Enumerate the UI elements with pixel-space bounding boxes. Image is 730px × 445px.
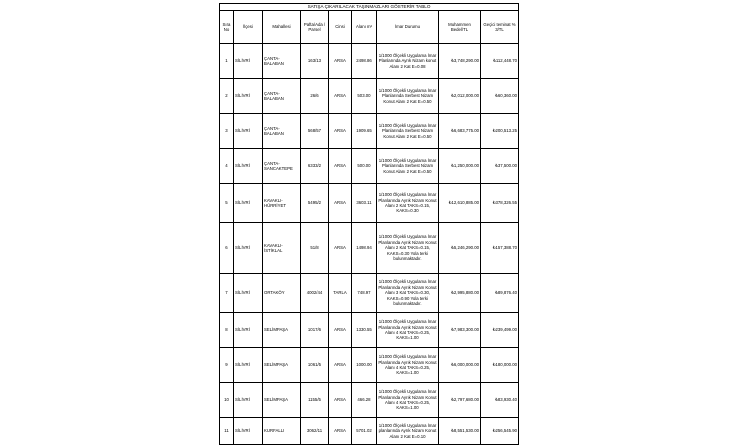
header-muhammen-bedel: Muhammen Bedel/TL (439, 11, 481, 44)
row-number: 10 (220, 383, 234, 418)
row-number: 1 (220, 44, 234, 79)
type-cell: ARSA (329, 79, 352, 114)
type-cell: ARSA (329, 44, 352, 79)
district-cell: SİLİVRİ (234, 274, 263, 313)
area-cell: 466.28 (352, 383, 377, 418)
district-cell: SİLİVRİ (234, 313, 263, 348)
estimated-value-cell: ₺6,000,000.00 (439, 348, 481, 383)
type-cell: TARLA (329, 274, 352, 313)
table-row (220, 79, 519, 114)
table-row (220, 114, 519, 149)
zoning-cell: 1/1000 Ölçekli Uygulama İmar Planlarında Serbest Nizam Konut Alanı 2 Kat E=0.50 (377, 149, 439, 184)
neighborhood-cell: SELİMPAŞA (263, 383, 301, 418)
parcel-cell: 3062/11 (301, 418, 329, 445)
row-number: 4 (220, 149, 234, 184)
estimated-value-cell: ₺2,797,680.00 (439, 383, 481, 418)
neighborhood-cell: KURFALLI (263, 418, 301, 445)
district-cell: SİLİVRİ (234, 418, 263, 445)
deposit-cell: ₺180,000.00 (481, 348, 519, 383)
table-title: SATIŞA ÇIKARILACAK TAŞINMAZLARI GÖSTERİR TABLO (220, 4, 519, 11)
table-row (220, 44, 519, 79)
district-cell: SİLİVRİ (234, 149, 263, 184)
zoning-cell: 1/1000 Ölçekli Uygulama İmar Planlarında Ayrık Nizam Konut Alanı 4 Kat TAKS=0.25, KAKS=1.00 (377, 383, 439, 418)
table-row (220, 418, 519, 445)
estimated-value-cell: ₺7,983,300.00 (439, 313, 481, 348)
row-number: 5 (220, 184, 234, 223)
table-row (220, 348, 519, 383)
area-cell: 1909.65 (352, 114, 377, 149)
estimated-value-cell: ₺2,995,880.00 (439, 274, 481, 313)
estimated-value-cell: ₺2,012,000.00 (439, 79, 481, 114)
type-cell: ARSA (329, 348, 352, 383)
header-ilcesi: İlçesi (234, 11, 263, 44)
deposit-cell: ₺89,876.40 (481, 274, 519, 313)
zoning-cell: 1/1000 Ölçekli Uygulama İmar Planlarında Ayrık Nizam Konut Alanı 4 Kat TAKS=0.25, KAKS=1.00 (377, 348, 439, 383)
district-cell: SİLİVRİ (234, 79, 263, 114)
zoning-cell: 1/1000 Ölçekli Uygulama İmar Planlarında Ayrık Nizam Konut Alanı 2 Kat TAKS=0.15, KAKS=0.30 Yola terki bulunmaktadır. (377, 223, 439, 274)
zoning-cell: 1/1000 Ölçekli Uygulama İmar Planlarında Serbest Nizam Konut Alanı 2 Kat E=0.50 (377, 79, 439, 114)
parcel-cell: 1017/6 (301, 313, 329, 348)
type-cell: ARSA (329, 149, 352, 184)
neighborhood-cell: ÇANTA-BALABAN (263, 44, 301, 79)
deposit-cell: ₺200,513.25 (481, 114, 519, 149)
table-row (220, 313, 519, 348)
header-alani: Alanı m² (352, 11, 377, 44)
row-number: 8 (220, 313, 234, 348)
zoning-cell: 1/1000 Ölçekli Uygulama İmar Planlarında Ayrık Nizam Konut Alanı 4 Kat TAKS=0.25, KAKS=1.00 (377, 313, 439, 348)
table-row (220, 383, 519, 418)
area-cell: 1330.55 (352, 313, 377, 348)
row-number: 2 (220, 79, 234, 114)
neighborhood-cell: ÇANTA-BALABAN (263, 114, 301, 149)
deposit-cell: ₺37,500.00 (481, 149, 519, 184)
zoning-cell: 1/1000 Ölçekli Uygulama İmar Planlarında Ayrık Nizam Konut Alanı 2 Kat TAKS=0.15, KAKS=0.30 (377, 184, 439, 223)
row-number: 11 (220, 418, 234, 445)
row-number: 6 (220, 223, 234, 274)
deposit-cell: ₺378,326.55 (481, 184, 519, 223)
type-cell: ARSA (329, 383, 352, 418)
estimated-value-cell: ₺1,250,000.00 (439, 149, 481, 184)
neighborhood-cell: ORTAKÖY (263, 274, 301, 313)
type-cell: ARSA (329, 184, 352, 223)
parcel-cell: 51/8 (301, 223, 329, 274)
area-cell: 2498.86 (352, 44, 377, 79)
area-cell: 500.00 (352, 149, 377, 184)
table-row (220, 184, 519, 223)
parcel-cell: 568/57 (301, 114, 329, 149)
neighborhood-cell: ÇANTA-SANCAKTEPE (263, 149, 301, 184)
deposit-cell: ₺256,545.90 (481, 418, 519, 445)
zoning-cell: 1/1000 Ölçekli Uygulama İmar Planlarında Ayrık Nizam Konut Alanı 3 Kat TAKS=0.30, KAKS=0.90 Yola terki bulunmaktadır. (377, 274, 439, 313)
district-cell: SİLİVRİ (234, 114, 263, 149)
parcel-cell: 1061/5 (301, 348, 329, 383)
neighborhood-cell: KAVAKLI-İSTİKLAL (263, 223, 301, 274)
deposit-cell: ₺60,360.00 (481, 79, 519, 114)
district-cell: SİLİVRİ (234, 184, 263, 223)
row-number: 9 (220, 348, 234, 383)
table-body (220, 44, 519, 445)
row-number: 3 (220, 114, 234, 149)
header-mahallesi: Mahallesi (263, 11, 301, 44)
estimated-value-cell: ₺8,551,530.00 (439, 418, 481, 445)
estimated-value-cell: ₺6,683,775.00 (439, 114, 481, 149)
area-cell: 3603.11 (352, 184, 377, 223)
district-cell: SİLİVRİ (234, 348, 263, 383)
header-cinsi: Cinsi (329, 11, 352, 44)
neighborhood-cell: SELİMPAŞA (263, 348, 301, 383)
area-cell: 5701.02 (352, 418, 377, 445)
parcel-cell: 6333/2 (301, 149, 329, 184)
type-cell: ARSA (329, 313, 352, 348)
header-gecici-teminat: Geçici teminat % 3/TL (481, 11, 519, 44)
neighborhood-cell: ÇANTA-BALABAN (263, 79, 301, 114)
estimated-value-cell: ₺12,610,885.00 (439, 184, 481, 223)
header-row (220, 11, 519, 44)
neighborhood-cell: SELİMPAŞA (263, 313, 301, 348)
area-cell: 503.00 (352, 79, 377, 114)
estimated-value-cell: ₺5,246,290.00 (439, 223, 481, 274)
parcel-cell: 4002/44 (301, 274, 329, 313)
table-row (220, 149, 519, 184)
area-cell: 1000.00 (352, 348, 377, 383)
district-cell: SİLİVRİ (234, 383, 263, 418)
row-number: 7 (220, 274, 234, 313)
property-sale-table-document (219, 3, 518, 445)
deposit-cell: ₺239,499.00 (481, 313, 519, 348)
header-pafta-ada-parsel: Pafta/Ada / Parsel (301, 11, 329, 44)
property-table (219, 3, 519, 445)
area-cell: 748.97 (352, 274, 377, 313)
parcel-cell: 26/6 (301, 79, 329, 114)
deposit-cell: ₺83,930.40 (481, 383, 519, 418)
area-cell: 1498.94 (352, 223, 377, 274)
header-imar-durumu: İmar Durumu (377, 11, 439, 44)
district-cell: SİLİVRİ (234, 44, 263, 79)
district-cell: SİLİVRİ (234, 223, 263, 274)
type-cell: ARSA (329, 223, 352, 274)
parcel-cell: 5495/2 (301, 184, 329, 223)
deposit-cell: ₺157,388.70 (481, 223, 519, 274)
parcel-cell: 163/13 (301, 44, 329, 79)
zoning-cell: 1/1000 Ölçekli Uygulama İmar Planlarında Ayrık Nizam konut Alanı 2 Kat E=0.08 (377, 44, 439, 79)
deposit-cell: ₺112,448.70 (481, 44, 519, 79)
table-row (220, 223, 519, 274)
estimated-value-cell: ₺3,748,290.00 (439, 44, 481, 79)
header-sira-no: Sıra No (220, 11, 234, 44)
neighborhood-cell: KAVAKLI-HÜRRİYET (263, 184, 301, 223)
zoning-cell: 1/1000 Ölçekli Uygulama İmar Planlarında Serbest Nizam Konut Alanı 2 Kat E=0.50 (377, 114, 439, 149)
zoning-cell: 1/1000 Ölçekli Uygulama İmar planlarında Ayrık Nizam Konut Alanı 2 Kat E=0.10 (377, 418, 439, 445)
table-row (220, 274, 519, 313)
type-cell: ARSA (329, 114, 352, 149)
type-cell: ARSA (329, 418, 352, 445)
parcel-cell: 1155/5 (301, 383, 329, 418)
